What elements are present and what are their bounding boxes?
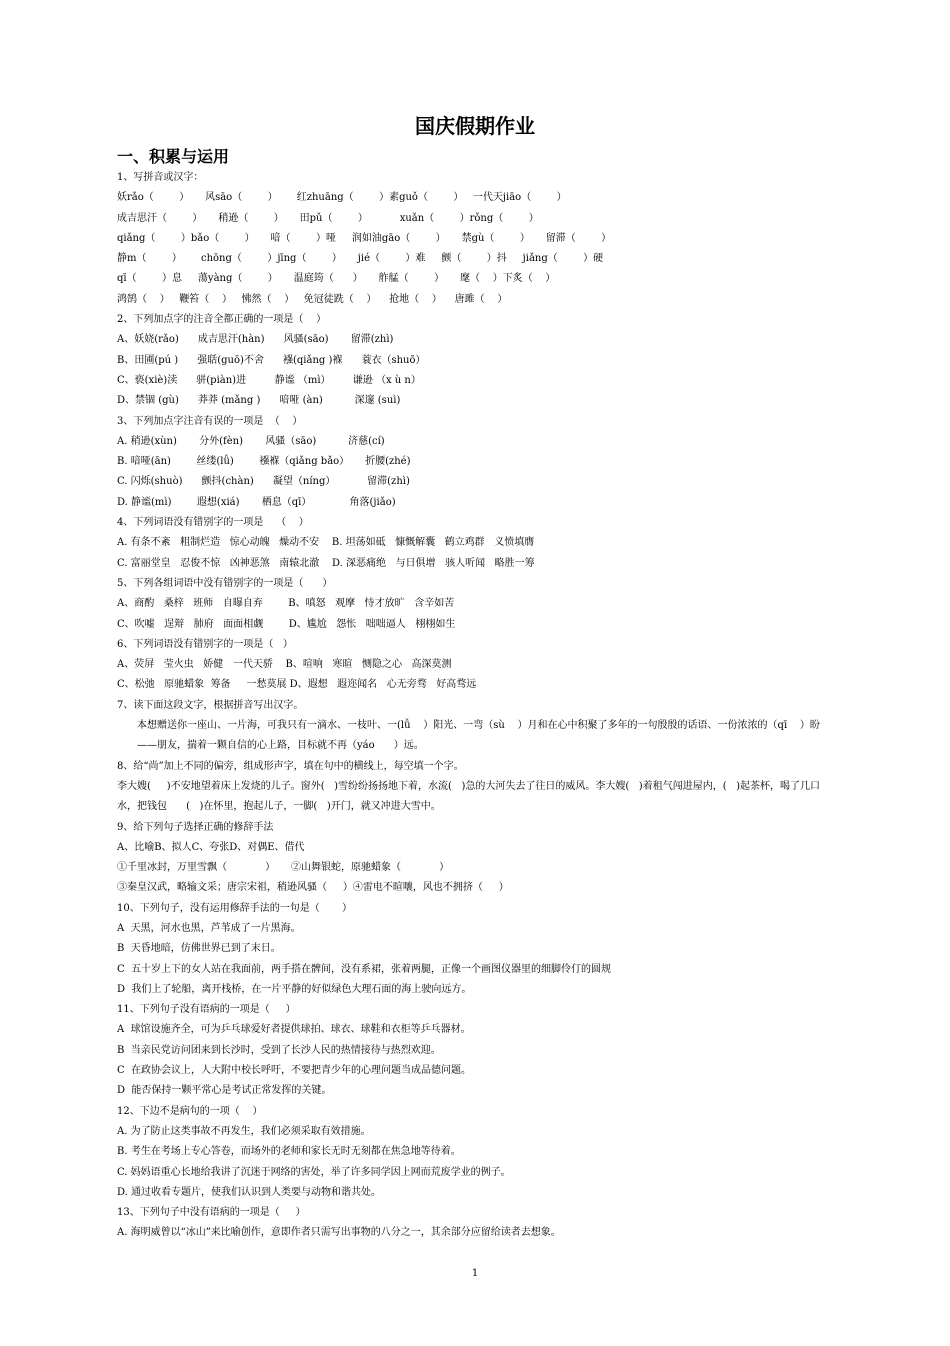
option-line: A. 海明威曾以“冰山”来比喻创作，意即作者只需写出事物的八分之一，其余部分应留给读者去想象。 bbox=[117, 1227, 561, 1239]
question-5-heading: 5、下列各组词语中没有错别字的一项是（ ） bbox=[117, 577, 333, 589]
option-line: B. 考生在考场上专心答卷，而场外的老师和家长无时无刻都在焦急地等待着。 bbox=[117, 1146, 461, 1158]
question-1-heading: 1、写拼音或汉字： bbox=[117, 172, 204, 183]
question-3-heading: 3、下列加点字注音有误的一项是 （ ） bbox=[117, 415, 303, 427]
section-heading: 一、积累与运用 bbox=[117, 147, 230, 166]
text-line: 成吉思汗（ ） 稍逊（ ） 田pǔ（ ） xuǎn（ ）rǒng（ ） bbox=[117, 212, 539, 224]
option-line: A 球馆设施齐全，可为乒乓球爱好者提供球拍、球衣、球鞋和衣柜等乒乓器材。 bbox=[117, 1024, 471, 1036]
question-4-heading: 4、下列词语没有错别字的一项是 （ ） bbox=[117, 517, 309, 529]
option-line: D 我们上了轮船，离开栈桥，在一片平静的好似绿色大理石面的海上驶向远方。 bbox=[117, 983, 472, 995]
option-line: B、田圃(pú ) 强聒(guō)不舍 襁(qiǎng )褓 蓑衣（shuō） bbox=[117, 354, 426, 366]
option-line: B. 喑哑(ān) 丝缕(lǚ) 襁褓（qiǎng bǎo） 折腰(zhé) bbox=[117, 456, 411, 468]
option-line: B 天昏地暗，仿佛世界已到了末日。 bbox=[117, 943, 281, 955]
question-11-heading: 11、下列句子没有语病的一项是（ ） bbox=[117, 1004, 296, 1016]
option-line: A、荧屏 莹火虫 娇健 一代天骄 B、喧响 寒暄 恻隐之心 高深莫测 bbox=[117, 659, 452, 671]
option-line: D 能否保持一颗平常心是考试正常发挥的关键。 bbox=[117, 1085, 332, 1097]
option-line: D、禁锢 (gù) 莽莽 (mǎng ) 喑哑 (àn) 深邃 (suì) bbox=[117, 395, 401, 407]
exercise-content bbox=[117, 168, 837, 1244]
option-line: A. 稍逊(xùn) 分外(fèn) 风骚（sāo) 济慈(cí) bbox=[117, 435, 385, 447]
option-line: C. 妈妈语重心长地给我讲了沉迷于网络的害处，举了许多同学因上网而荒废学业的例子。 bbox=[117, 1166, 511, 1178]
option-line: A. 为了防止这类事故不再发生，我们必须采取有效措施。 bbox=[117, 1125, 371, 1137]
question-6-heading: 6、下列词语没有错别字的一项是（ ） bbox=[117, 638, 293, 650]
option-line: C 五十岁上下的女人站在我面前，两手搭在髀间，没有系裙，张着两腿，正像一个画图仪器里的细脚伶仃的圆规 bbox=[117, 963, 612, 975]
option-line: A、比喻B、拟人C、夸张D、对偶E、借代 bbox=[117, 841, 305, 853]
option-line: A. 有条不紊 粗制烂造 惊心动魄 燥动不安 B. 坦荡如砥 慷慨解囊 鹤立鸡群 义愤填膺 bbox=[117, 537, 535, 549]
text-line: qiǎng（ ）bǎo（ ） 喑（ ）哑 润如油gāo（ ） 禁gù（ ） 留滞（ ） bbox=[117, 232, 612, 244]
text-line: 静m（ ） chōng（ ）jīng（ ） jié（ ）难 颤（ ）抖 jiǎng（ ）硬 bbox=[117, 253, 604, 265]
question-2-heading: 2、下列加点字的注音全都正确的一项是（ ） bbox=[117, 314, 327, 326]
option-line: ①千里冰封，万里雪飘（ ） ②山舞银蛇，原驰蜡象（ ） bbox=[117, 862, 450, 874]
option-line: C 在政协会议上，人大附中校长呼吁，不要把青少年的心理问题当成品德问题。 bbox=[117, 1065, 472, 1077]
option-line: C、吹嘘 逞辩 肺府 面面相觑 D、尴尬 怨怅 咄咄逼人 栩栩如生 bbox=[117, 618, 456, 630]
option-line: ③秦皇汉武，略输文采；唐宗宋祖，稍逊风骚（ ）④雷电不暄嚷，风也不拥挤（ ） bbox=[117, 882, 509, 894]
option-line: B 当亲民党访问团来到长沙时，受到了长沙人民的热情接待与热烈欢迎。 bbox=[117, 1044, 441, 1056]
option-line: C. 闪烁(shuò) 颤抖(chàn) 凝望（níng） 留滞(zhì) bbox=[117, 476, 410, 488]
text-line: 妖rǎo（ ） 风sāo（ ） 红zhuāng（ ）素guǒ（ ） 一代天jiāo（ ） bbox=[117, 192, 567, 204]
question-7-passage: 本想赠送你一座山、一片海，可我只有一滴水、一枝叶、一(lǚ ）阳光、一弯（sù ）月和在心中积聚了多年的一句殷殷的话语、一份浓浓的（qī ）盼——朋友，揣着一颗自信的心上路，目标就不再（yáo ）远。 bbox=[137, 720, 820, 752]
option-line: C. 富丽堂皇 忍俊不惊 凶神恶煞 南辕北澈 D. 深恶痛绝 与日俱增 骇人听闻 略胜一筹 bbox=[117, 557, 535, 569]
question-8-heading: 8、给“尚”加上不同的偏旁，组成形声字，填在句中的横线上，每空填一个字。 bbox=[117, 760, 464, 772]
page-number: 1 bbox=[471, 1268, 479, 1279]
page-title: 国庆假期作业 bbox=[415, 114, 535, 138]
question-12-heading: 12、下边不是病句的一项（ ） bbox=[117, 1105, 263, 1117]
option-line: A 天黑，河水也黑，芦苇成了一片黑海。 bbox=[117, 922, 301, 934]
text-line: qī（ ）息 蕩yàng（ ） 温庭筠（ ） 舴艋（ ） 麾（ ）下炙（ ） bbox=[117, 273, 556, 285]
question-9-heading: 9、给下列句子选择正确的修辞手法 bbox=[117, 821, 274, 833]
question-8-passage: 李大嫂( )不安地望着床上发烧的儿子。窗外( )雪纷纷扬扬地下着，水流( )急的大河失去了往日的威风。李大嫂( )着租气闯进屋内，( )起茶杯，喝了几口水，把钱包 ( )在怀里，抱起儿子，一脚( )开门，就又冲进大雪中。 bbox=[117, 780, 821, 813]
option-line: C、亵(xiè)渎 骈(piàn)进 静谧 （mì） 谦逊 （x ù n） bbox=[117, 374, 421, 386]
option-line: D. 静谧(mì) 遐想(xiá) 栖息（qī） 角落(jiǎo) bbox=[117, 496, 396, 508]
option-line: D. 通过收看专题片，使我们认识到人类要与动物和谐共处。 bbox=[117, 1186, 382, 1198]
question-10-heading: 10、下列句子，没有运用修辞手法的一句是（ ） bbox=[117, 902, 352, 914]
option-line: A、妖娆(rǎo) 成吉思汗(hàn) 风骚(sāo) 留滞(zhì) bbox=[117, 334, 394, 346]
option-line: C、松弛 原驰蜡象 筹备 一愁莫展 D、遐想 遐迩闻名 心无旁骛 好高骛远 bbox=[117, 679, 477, 691]
question-13-heading: 13、下列句子中没有语病的一项是（ ） bbox=[117, 1207, 306, 1219]
question-7-heading: 7、读下面这段文字，根据拼音写出汉字。 bbox=[117, 699, 304, 711]
text-line: 鸿鹄（ ） 鞭笞（ ） 怫然（ ） 免冠徒跣（ ） 抢地（ ） 唐雎（ ） bbox=[117, 293, 508, 305]
option-line: A、商酌 桑梓 班师 自曝自弃 B、嗔怒 观摩 恃才放旷 含辛如苦 bbox=[117, 598, 455, 610]
